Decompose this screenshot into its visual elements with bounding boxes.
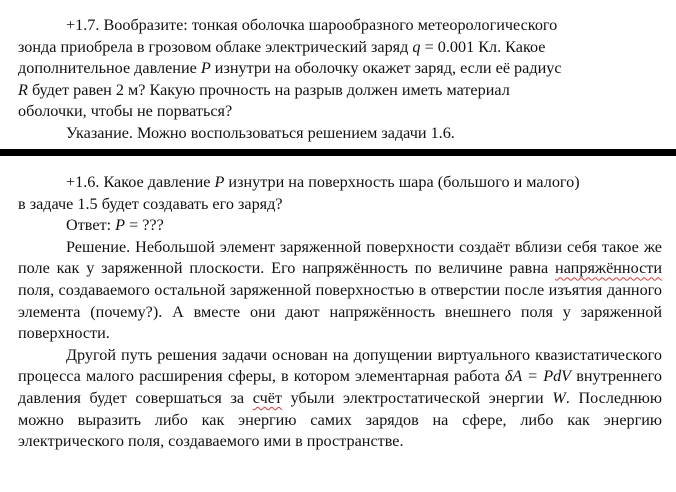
- p17-line2b: = 0.001 Кл. Какое: [420, 37, 546, 56]
- p16-q-b: изнутри на поверхность шара (большого и малого): [224, 173, 580, 191]
- problem-1-7-text: [18, 15, 662, 123]
- problem-1-6: [18, 172, 662, 453]
- p16-q-a: +1.6. Какое давление: [66, 173, 215, 191]
- p16-q-line2: в задаче 1.5 будет создавать его заряд?: [18, 194, 283, 213]
- p-variable: P: [200, 59, 211, 78]
- answer-label: Ответ:: [66, 216, 116, 235]
- p17-line3a: дополнительное давление: [18, 59, 201, 78]
- sol1-b: поля, создаваемого остальной заряженной поверхностью в отверстии после изъятия данного элемента (почему?). А вместе они дают напряжённость внешнего поля у заряженной поверхности.: [18, 280, 662, 343]
- p17-line4b: будет равен 2 м? Какую прочность на разрыв должен иметь материал: [27, 80, 510, 99]
- solution-paragraph-1: [18, 237, 662, 345]
- r-variable: R: [18, 80, 28, 99]
- p17-line2a: зонда приобрела в грозовом облаке электрический заряд: [18, 37, 413, 56]
- problem-1-7-hint: Указание. Можно воспользоваться решением задачи 1.6.: [66, 123, 455, 142]
- sol1-a: Решение. Небольшой элемент заряженной поверхности создаёт вблизи себя такое же поле как у заряженной плоскости. Его напряжённость по величине равна: [18, 237, 662, 278]
- p16-q-p-variable: P: [214, 173, 225, 191]
- p17-line1: +1.7. Вообразите: тонкая оболочка шарообразного метеорологического: [66, 16, 558, 34]
- sol2-d: . Последнюю можно выразить либо как энергию самих зарядов на сфере, либо как энергию электрического поля, создаваемого ими в пространстве.: [18, 388, 662, 451]
- problem-1-6-answer: [18, 215, 662, 237]
- separator-bar: [0, 149, 676, 156]
- sol2-c: убыли электростатической энергии: [281, 388, 553, 407]
- answer-p-variable: P: [115, 216, 126, 235]
- sol2-b: внутреннего давления будет совершаться за: [18, 367, 662, 407]
- w-variable: W: [552, 388, 566, 407]
- work-formula: δA = PdV: [504, 367, 572, 386]
- p17-line3b: изнутри на оболочку окажет заряд, если её радиус: [210, 59, 562, 78]
- solution-paragraph-2: [18, 345, 662, 453]
- p17-line5: оболочки, чтобы не порваться?: [18, 102, 233, 121]
- spellcheck-word-2: счёт: [252, 388, 282, 407]
- answer-value: = ???: [125, 216, 164, 235]
- problem-1-6-question: [18, 172, 662, 215]
- spellcheck-word-1: напряжённости: [555, 259, 662, 278]
- problem-1-7: [18, 15, 662, 145]
- sol2-a: Другой путь решения задачи основан на допущении виртуального квазистатического процесса малого расширения сферы, в котором элементарная работа: [18, 345, 662, 386]
- q-variable: q: [412, 37, 421, 56]
